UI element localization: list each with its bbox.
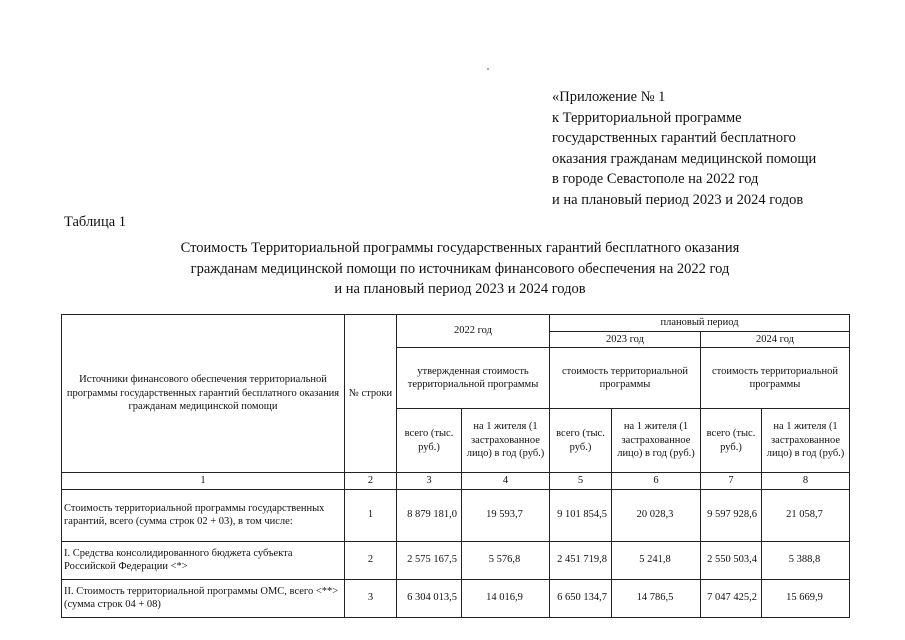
financing-table	[61, 314, 850, 618]
caption-line: Стоимость Территориальной программы государственных гарантий бесплатного оказания	[180, 240, 740, 256]
row-number: 3	[345, 579, 397, 617]
scan-speck	[487, 68, 489, 70]
total-2022: 2 575 167,5	[397, 541, 462, 579]
row-label: Стоимость территориальной программы государственных гарантий, всего (сумма строк 02 + 03), в том числе:	[62, 489, 345, 541]
column-number: 4	[462, 473, 550, 490]
header-source: Источники финансового обеспечения территориальной программы государственных гарантий бесплатного оказания гражданам медицинской помощи	[62, 315, 345, 473]
per-resident-2024: 15 669,9	[762, 579, 850, 617]
column-number: 5	[550, 473, 612, 490]
row-label: II. Стоимость территориальной программы ОМС, всего <**> (сумма строк 04 + 08)	[62, 579, 345, 617]
per-resident-2023: 14 786,5	[612, 579, 701, 617]
appendix-line: и на плановый период 2023 и 2024 годов	[552, 191, 804, 208]
per-resident-2022: 5 576,8	[462, 541, 550, 579]
header-year-2024: 2024 год	[701, 331, 850, 348]
header-year-2023: 2023 год	[550, 331, 701, 348]
header-per-resident-2024: на 1 жителя (1 застрахованное лицо) в год (руб.)	[762, 409, 850, 473]
header-per-resident-2022: на 1 жителя (1 застрахованное лицо) в год (руб.)	[462, 409, 550, 473]
table-row	[62, 579, 850, 617]
per-resident-2023: 5 241,8	[612, 541, 701, 579]
header-total-2024: всего (тыс. руб.)	[701, 409, 762, 473]
total-2023: 2 451 719,8	[550, 541, 612, 579]
table-label: Таблица 1	[64, 214, 127, 230]
column-number: 3	[397, 473, 462, 490]
header-total-2023: всего (тыс. руб.)	[550, 409, 612, 473]
caption-line: гражданам медицинской помощи по источникам финансового обеспечения на 2022 год	[190, 260, 730, 277]
per-resident-2023: 20 028,3	[612, 489, 701, 541]
total-2024: 7 047 425,2	[701, 579, 762, 617]
column-number-row	[62, 473, 850, 490]
total-2022: 8 879 181,0	[397, 489, 462, 541]
per-resident-2024: 5 388,8	[762, 541, 850, 579]
header-total-2022: всего (тыс. руб.)	[397, 409, 462, 473]
total-2023: 9 101 854,5	[550, 489, 612, 541]
header-approved-cost: утвержденная стоимость территориальной программы	[397, 348, 550, 409]
appendix-line: в городе Севастополе на 2022 год	[552, 171, 759, 187]
appendix-line: «Приложение № 1	[552, 89, 666, 105]
appendix-line: к Территориальной программе	[552, 109, 742, 126]
column-number: 8	[762, 473, 850, 490]
per-resident-2022: 14 016,9	[462, 579, 550, 617]
total-2023: 6 650 134,7	[550, 579, 612, 617]
appendix-note	[552, 87, 816, 210]
header-cost-2024: стоимость территориальной программы	[701, 348, 850, 409]
total-2024: 2 550 503,4	[701, 541, 762, 579]
row-label: I. Средства консолидированного бюджета субъекта Российской Федерации <*>	[62, 541, 345, 579]
row-number: 2	[345, 541, 397, 579]
header-cost-2023: стоимость территориальной программы	[550, 348, 701, 409]
per-resident-2024: 21 058,7	[762, 489, 850, 541]
header-planned-period: плановый период	[550, 315, 850, 332]
per-resident-2022: 19 593,7	[462, 489, 550, 541]
row-number: 1	[345, 489, 397, 541]
column-number: 7	[701, 473, 762, 490]
header-year-2022: 2022 год	[397, 315, 550, 348]
total-2022: 6 304 013,5	[397, 579, 462, 617]
appendix-line: оказания гражданам медицинской помощи	[552, 150, 817, 167]
appendix-line: государственных гарантий бесплатного	[552, 130, 796, 146]
header-row-no: № строки	[345, 315, 397, 473]
total-2024: 9 597 928,6	[701, 489, 762, 541]
table-caption	[60, 238, 860, 300]
header-per-resident-2023: на 1 жителя (1 застрахованное лицо) в год (руб.)	[612, 409, 701, 473]
column-number: 1	[62, 473, 345, 490]
column-number: 6	[612, 473, 701, 490]
table-row	[62, 541, 850, 579]
caption-line: и на плановый период 2023 и 2024 годов	[334, 281, 586, 297]
table-row	[62, 489, 850, 541]
column-number: 2	[345, 473, 397, 490]
